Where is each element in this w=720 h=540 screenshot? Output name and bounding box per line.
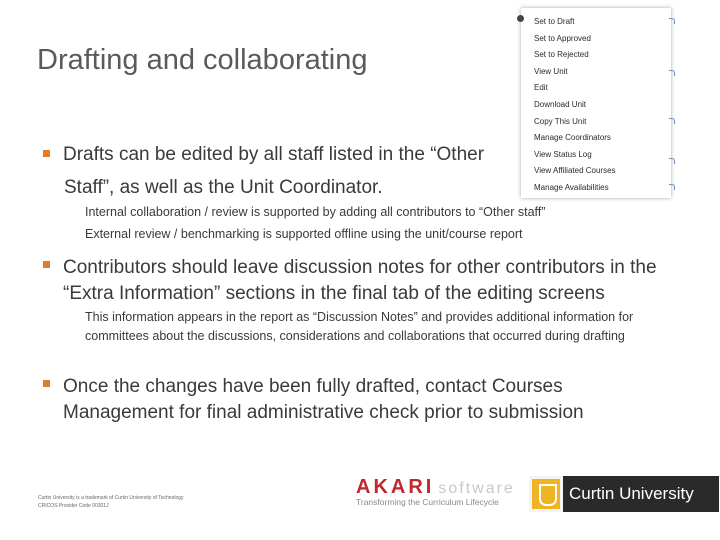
edge-arc-icon <box>669 118 675 124</box>
context-menu-item: Manage Availabilities <box>534 182 609 192</box>
bullet-1-line-2: Staff”, as well as the Unit Coordinator. <box>64 177 383 198</box>
context-menu-screenshot <box>521 8 671 198</box>
akari-wordmark: AKARI <box>356 476 435 498</box>
curtin-crest-icon <box>532 479 560 509</box>
bullet-2 <box>63 255 683 307</box>
bullet-3-text: Once the changes have been fully drafted, contact Courses Management for final administrative check prior to submission <box>63 376 584 423</box>
edge-arc-icon <box>669 70 675 76</box>
bullet-square-icon <box>43 261 50 268</box>
slide-title: Drafting and collaborating <box>37 44 368 76</box>
bullet-1-line-1: Drafts can be edited by all staff listed in the “Other <box>63 144 485 165</box>
bullet-square-icon <box>43 150 50 157</box>
edge-arc-icon <box>669 18 675 24</box>
context-menu-item: View Affiliated Courses <box>534 166 616 176</box>
context-menu-list <box>521 8 671 197</box>
akari-software: software <box>438 480 515 497</box>
akari-tagline: Transforming the Curriculum Lifecycle <box>356 497 499 507</box>
context-menu-item: Edit <box>534 83 548 93</box>
context-menu-item: View Status Log <box>534 149 592 159</box>
edge-arc-icon <box>669 158 675 164</box>
curtin-name: Curtin University <box>569 484 694 503</box>
bullet-square-icon <box>43 380 50 387</box>
sub-bullet-1-1: Internal collaboration / review is supported by adding all contributors to “Other staff” <box>85 205 546 219</box>
bullet-1 <box>63 144 513 166</box>
curtin-logo <box>529 476 719 512</box>
context-menu-item: Set to Draft <box>534 17 575 26</box>
akari-logo <box>356 476 515 507</box>
context-menu-item: Set to Rejected <box>534 50 589 60</box>
context-menu-item: View Unit <box>534 66 568 76</box>
context-menu-item: Download Unit <box>534 99 587 109</box>
bullet-2-text: Contributors should leave discussion notes for other contributors in the “Extra Information” sections in the final tab of the editing screens <box>63 257 657 304</box>
menu-dot-icon <box>517 15 524 22</box>
sub-bullet-1-2: External review / benchmarking is supported offline using the unit/course report <box>85 227 523 241</box>
context-menu-item: Copy This Unit <box>534 116 587 126</box>
context-menu-item: Manage Coordinators <box>534 133 611 143</box>
footer-trademark: Curtin University is a trademark of Curtin University of Technology <box>38 495 184 501</box>
footer-cricos: CRICOS Provider Code 00301J <box>38 503 109 509</box>
edge-arc-icon <box>669 184 675 190</box>
context-menu-item: Set to Approved <box>534 33 591 43</box>
bullet-3 <box>63 374 643 426</box>
sub-bullet-2-1: This information appears in the report as “Discussion Notes” and provides additional information for committees about the discussions, considerations and collaborations that occurred during drafting <box>85 310 634 343</box>
footer-legal <box>38 494 184 510</box>
